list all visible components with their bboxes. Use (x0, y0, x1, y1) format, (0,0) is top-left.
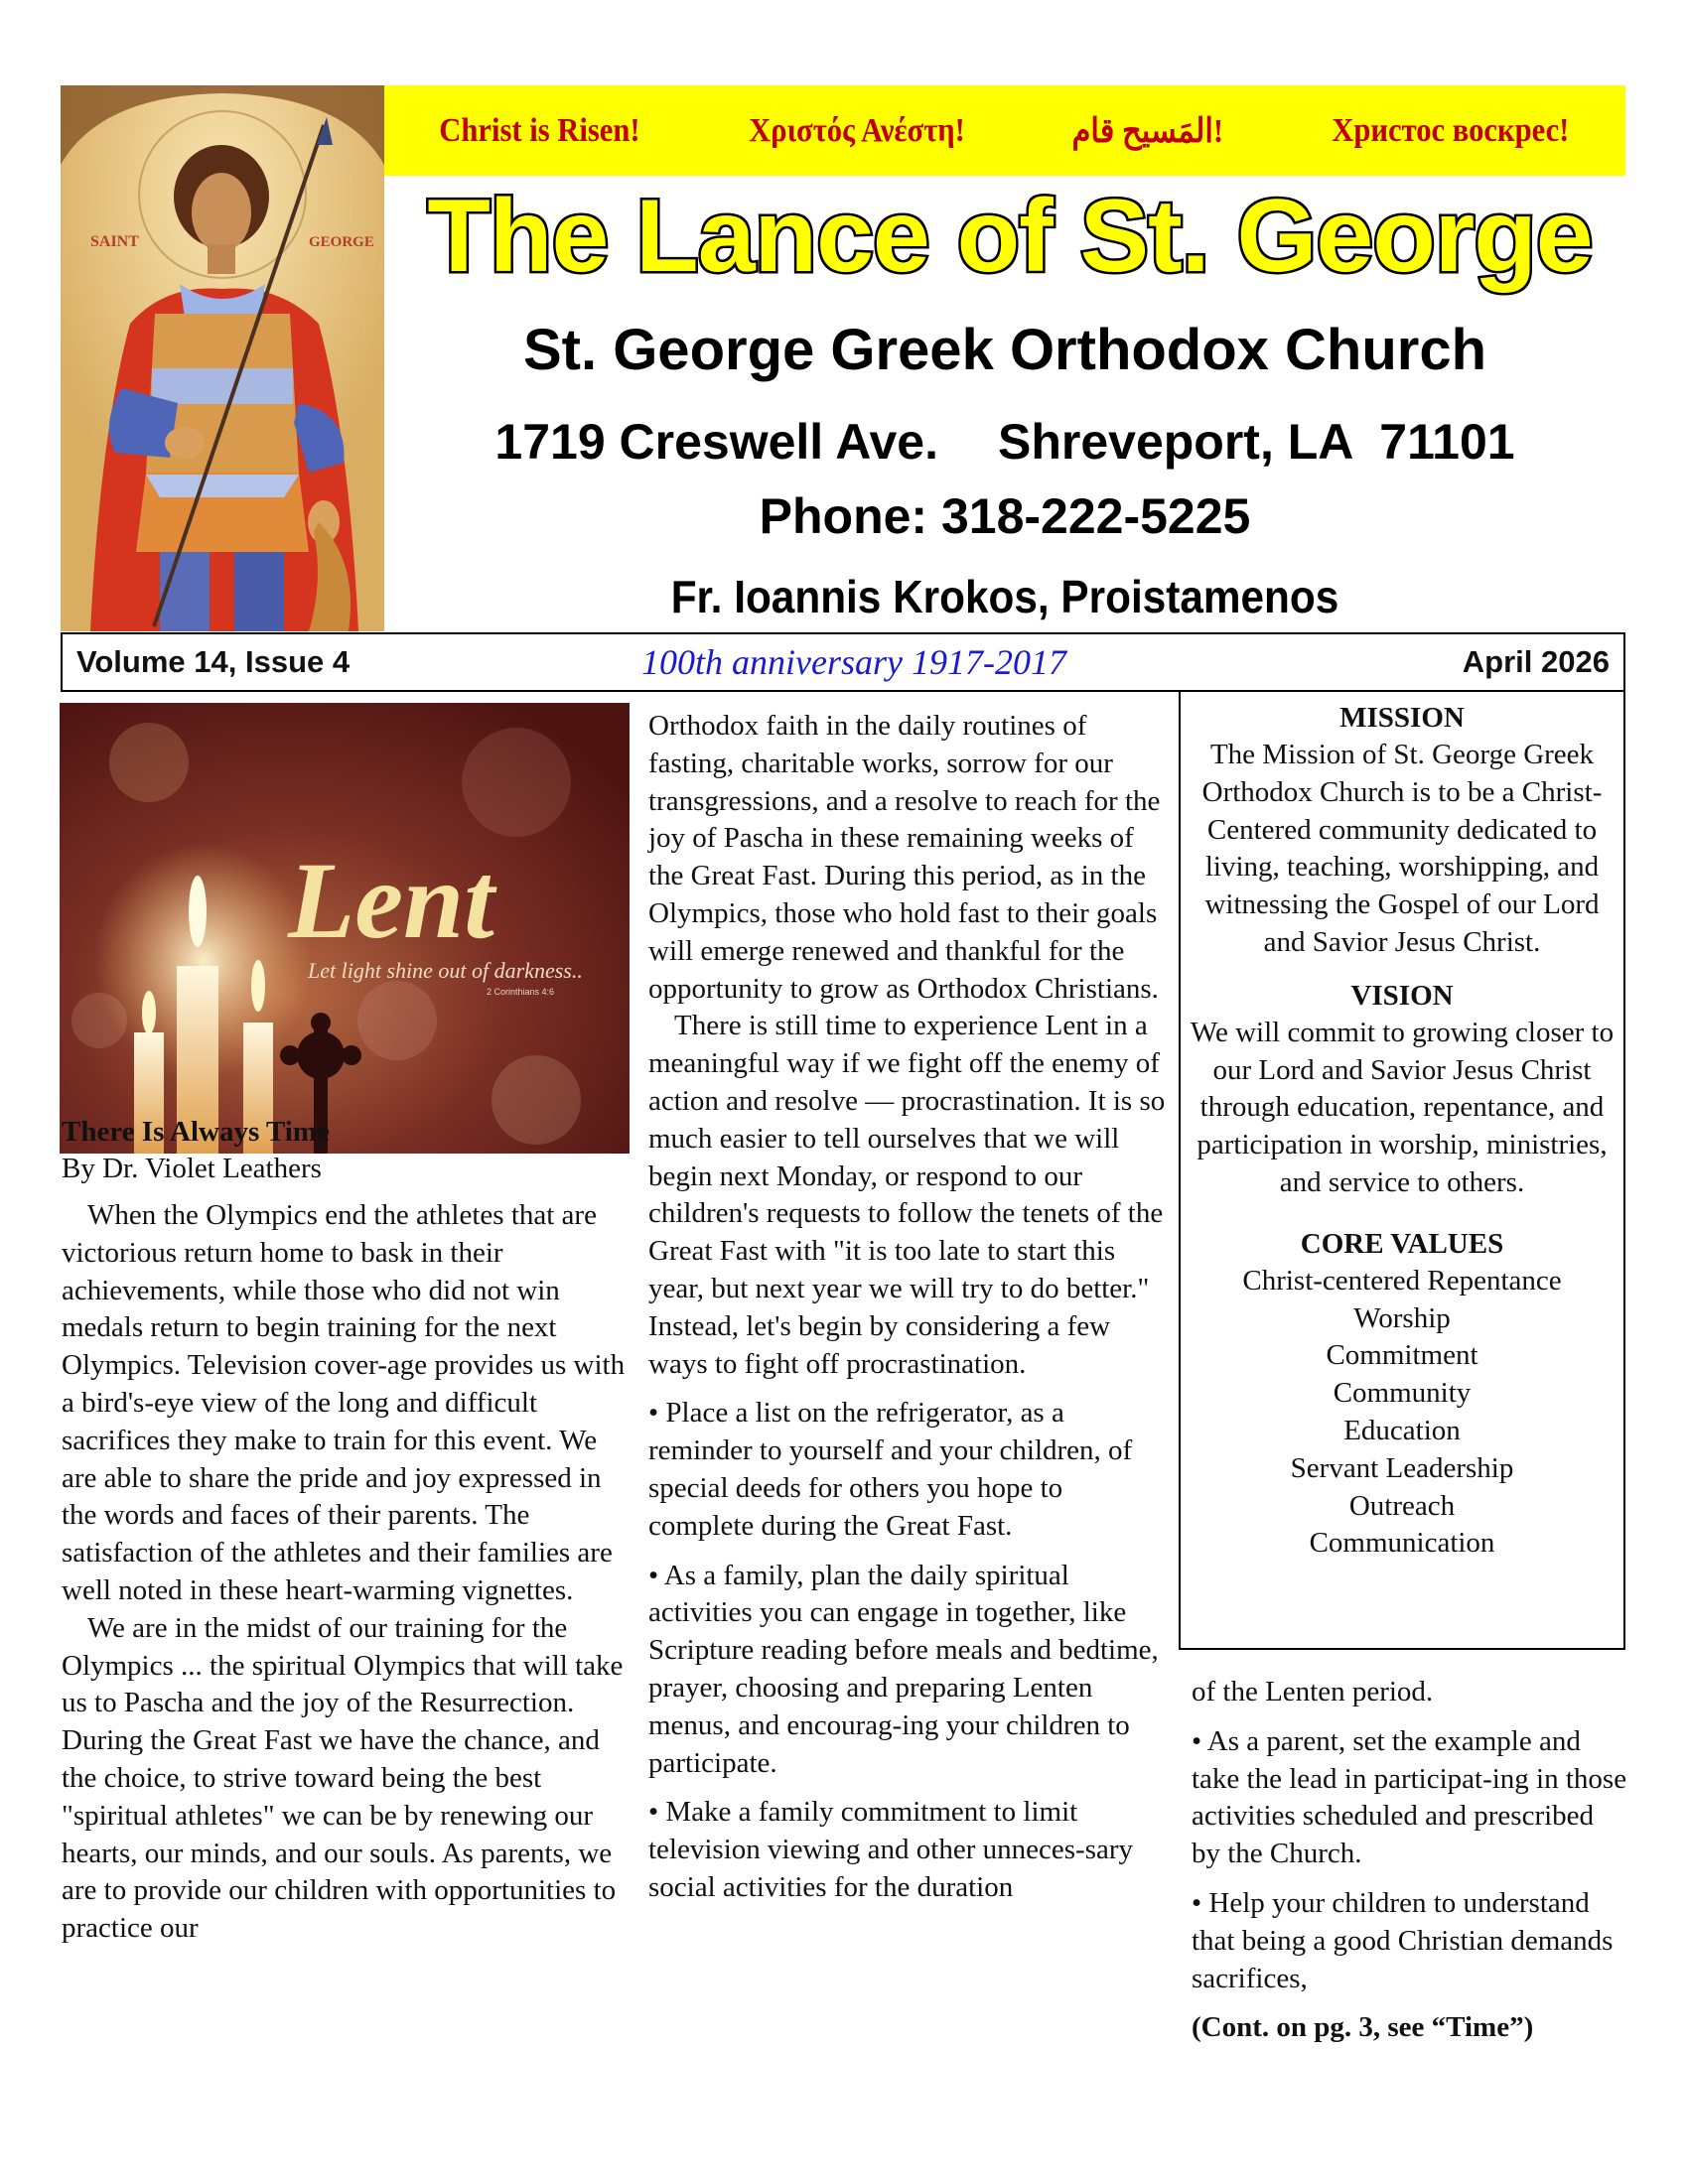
vision-heading: VISION (1350, 979, 1454, 1012)
lent-image (60, 703, 630, 1154)
vision-section (1181, 978, 1623, 1202)
article-bullet: • Place a list on the refrigerator, as a reminder to yourself and your children, of special deeds for others you hope to complete during the Great Fast. (648, 1397, 1133, 1542)
article-paragraph: When the Olympics end the athletes that are victorious return home to bask in their achievements, while those who did not win medals return to begin training for the next Olympics. Television cover-age provides us with a bird's-eye view of the long and difficult sacrifices they make to train for this event. We are able to share the pride and joy expressed in the words and faces of their parents. The satisfaction of the athletes and their families are well noted in these heart-warming vignettes. (62, 1199, 626, 1606)
core-values-section (1181, 1226, 1623, 1563)
core-value-item: Community (1333, 1377, 1472, 1410)
article-paragraph: We are in the midst of our training for the Olympics ... the spiritual Olympics that will take us to Pascha and the joy of the Resurrection. During the Great Fast we have the chance, and the choice, to strive toward being the best "spiritual athletes" we can be by renewing our hearts, our minds, and our souls. As parents, we are to provide our children with opportunities to practice our (62, 1611, 624, 1945)
mission-vision-box (1179, 690, 1625, 1650)
newsletter-title: The Lance of St. George (427, 179, 1593, 294)
greeting-russian: Христос воскрес! (1332, 111, 1570, 149)
article-byline: By Dr. Violet Leathers (62, 1153, 322, 1184)
continuation-link[interactable]: (Cont. on pg. 3, see “Time”) (1192, 2011, 1534, 2044)
svg-text:Let light shine out of darknes: Let light shine out of darkness.. (308, 958, 583, 983)
article-column-2 (648, 708, 1175, 1907)
address-street: 1719 Creswell Ave. (494, 414, 938, 470)
volume-issue: Volume 14, Issue 4 (76, 644, 351, 679)
article-bullet: • Help your children to understand that being a good Christian demands sacrifices, (1192, 1886, 1614, 1994)
saint-george-icon (61, 85, 384, 631)
church-name: St. George Greek Orthodox Church (522, 318, 1487, 382)
article-bullet: • As a family, plan the daily spiritual activities you can engage in together, like Scripture reading before meals and bedtime, prayer, choosing and preparing Lenten menus, and encourag-ing your children to participate. (648, 1559, 1159, 1779)
svg-text:Lent: Lent (288, 840, 494, 961)
easter-greeting-banner (384, 85, 1625, 176)
article-paragraph: Orthodox faith in the daily routines of fasting, charitable works, sorrow for our transgressions, and a resolve to reach for the joy of Pascha in these remaining weeks of the Great Fast. During this period, as in the Olympics, those who hold fast to their goals will emerge renewed and thankful for the opportunity to grow as Orthodox Christians. (648, 710, 1161, 1005)
article-paragraph: There is still time to experience Lent in a meaningful way if we fight off the enemy of action and resolve — procrastination. It is so much easier to tell ourselves that we will begin next Monday, or respond to our children's requests to follow the tenets of the Great Fast with "it is too late to start this year, but next year we will try to do better." Instead, let's begin by considering a few ways to fight off procrastination. (648, 1010, 1166, 1380)
svg-text:2 Corinthians 4:6: 2 Corinthians 4:6 (487, 987, 555, 997)
church-phone: Phone: 318-222-5225 (759, 488, 1251, 544)
greeting-arabic: !المَسيح قام (1071, 112, 1224, 150)
mission-text: The Mission of St. George Greek Orthodox Church is to be a Christ-Centered community dedicated to living, teaching, worshipping, and witnessing the Gospel of our Lord and Savior Jesus Christ. (1201, 739, 1603, 958)
article-column-3 (1192, 1674, 1628, 2047)
svg-text:GEORGE: GEORGE (309, 234, 374, 250)
core-value-item: Communication (1309, 1527, 1495, 1560)
article-bullet: • As a parent, set the example and take the lead in participat-ing in those activities scheduled and prescribed by the Church. (1192, 1724, 1627, 1870)
issue-date: April 2026 (1462, 644, 1610, 679)
core-value-item: Worship (1353, 1301, 1451, 1334)
core-value-item: Commitment (1326, 1339, 1478, 1372)
church-address (384, 412, 1625, 472)
core-value-item: Christ-centered Repentance (1242, 1264, 1562, 1297)
saint-george-icon-image (61, 85, 384, 631)
core-values-heading: CORE VALUES (1300, 1227, 1504, 1260)
vision-text: We will commit to growing closer to our Lord and Savior Jesus Christ through education, repentance, and participation in worship, ministries, and service to others. (1190, 1016, 1615, 1198)
core-value-item: Servant Leadership (1290, 1451, 1514, 1484)
greeting-english: Christ is Risen! (438, 111, 640, 149)
core-value-item: Education (1343, 1414, 1461, 1446)
address-city: Shreveport, LA 71101 (997, 414, 1515, 470)
lent-candles-illustration (60, 703, 630, 1154)
greeting-greek: Χριστός Ανέστη! (749, 111, 966, 149)
issue-info-bar (61, 632, 1625, 692)
svg-text:SAINT: SAINT (90, 233, 139, 250)
priest-name: Fr. Ioannis Krokos, Proistamenos (670, 571, 1339, 622)
mission-heading: MISSION (1339, 702, 1465, 734)
mission-section (1181, 700, 1623, 962)
article-title: There Is Always Time (62, 1116, 330, 1148)
anniversary-tagline: 100th anniversary 1917-2017 (641, 642, 1066, 682)
core-value-item: Outreach (1348, 1489, 1456, 1522)
article-bullet: • Make a family commitment to limit television viewing and other unneces-sary social activities for the duration (648, 1796, 1134, 1903)
article-bullet-continued: of the Lenten period. (1192, 1676, 1434, 1707)
article-column-1 (62, 1114, 632, 1948)
